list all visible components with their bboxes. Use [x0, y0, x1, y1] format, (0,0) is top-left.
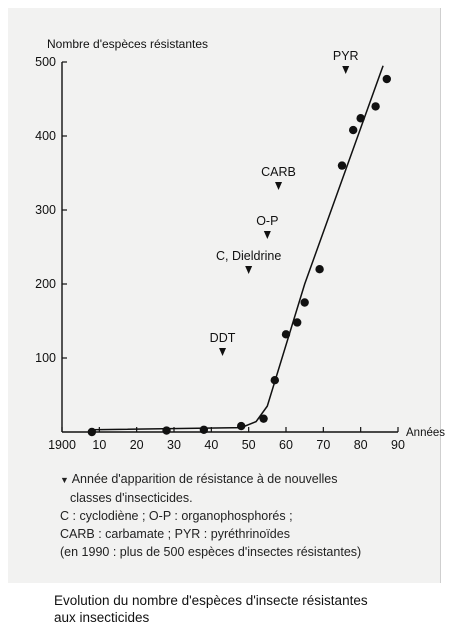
legend-line-1: [60, 470, 440, 489]
data-point: [259, 414, 267, 422]
data-point: [88, 428, 96, 436]
x-axis-label: Années: [406, 427, 446, 439]
y-axis-label: Nombre d'espèces résistantes: [47, 37, 209, 51]
x-tick-label: 20: [129, 438, 144, 452]
legend-text-1: Année d'apparition de résistance à de nouvelles: [71, 472, 338, 486]
data-point: [371, 102, 379, 110]
x-tick-label: 60: [279, 438, 293, 452]
data-point: [383, 75, 391, 83]
data-point: [338, 161, 346, 169]
data-point: [293, 318, 301, 326]
data-point: [315, 265, 323, 273]
annotation-label: C, Dieldrine: [216, 249, 282, 263]
legend-line-4: CARB : carbamate ; PYR : pyréthrinoïdes: [60, 527, 290, 541]
caption-line-2: aux insecticides: [54, 610, 150, 625]
y-tick-label: 200: [35, 277, 56, 291]
x-tick-label: 50: [241, 438, 256, 452]
y-tick-label: 300: [35, 203, 56, 217]
x-tick-label: 90: [391, 438, 405, 452]
figure-caption: [54, 592, 454, 626]
data-point: [300, 298, 308, 306]
legend-line-5: (en 1990 : plus de 500 espèces d'insectes résistantes): [60, 545, 362, 559]
data-point: [237, 422, 245, 430]
legend-line-2: classes d'insecticides.: [70, 491, 193, 505]
data-point: [356, 114, 364, 122]
annotation-label: DDT: [209, 331, 236, 345]
annotation-label: PYR: [332, 49, 359, 63]
data-point: [271, 376, 279, 384]
annotation-marker-icon: [342, 66, 349, 74]
legend-line-3: C : cyclodiène ; O-P : organophosphorés ;: [60, 509, 293, 523]
x-tick-label: 70: [316, 438, 331, 452]
caption-line-1: Evolution du nombre d'espèces d'insecte résistantes: [54, 593, 368, 608]
x-tick-label: 10: [92, 438, 107, 452]
annotation-marker-icon: [275, 182, 282, 190]
annotation-marker-icon: [219, 348, 226, 356]
x-tick-label: 40: [204, 438, 219, 452]
data-point: [282, 330, 290, 338]
x-tick-label: 1900: [48, 438, 76, 452]
annotation-label: CARB: [261, 165, 296, 179]
chart-legend: [60, 470, 440, 561]
annotation-label: O-P: [256, 214, 279, 228]
data-point: [200, 426, 208, 434]
marker-triangle-icon: ▼: [60, 475, 69, 485]
y-tick-label: 400: [35, 129, 56, 143]
annotation-marker-icon: [264, 231, 271, 239]
y-tick-label: 100: [35, 351, 56, 365]
annotation-marker-icon: [245, 266, 252, 274]
x-tick-label: 80: [353, 438, 368, 452]
x-tick-label: 30: [167, 438, 181, 452]
y-tick-label: 500: [35, 55, 56, 69]
data-point: [349, 126, 357, 134]
data-point: [162, 426, 170, 434]
trend-line: [92, 66, 383, 430]
